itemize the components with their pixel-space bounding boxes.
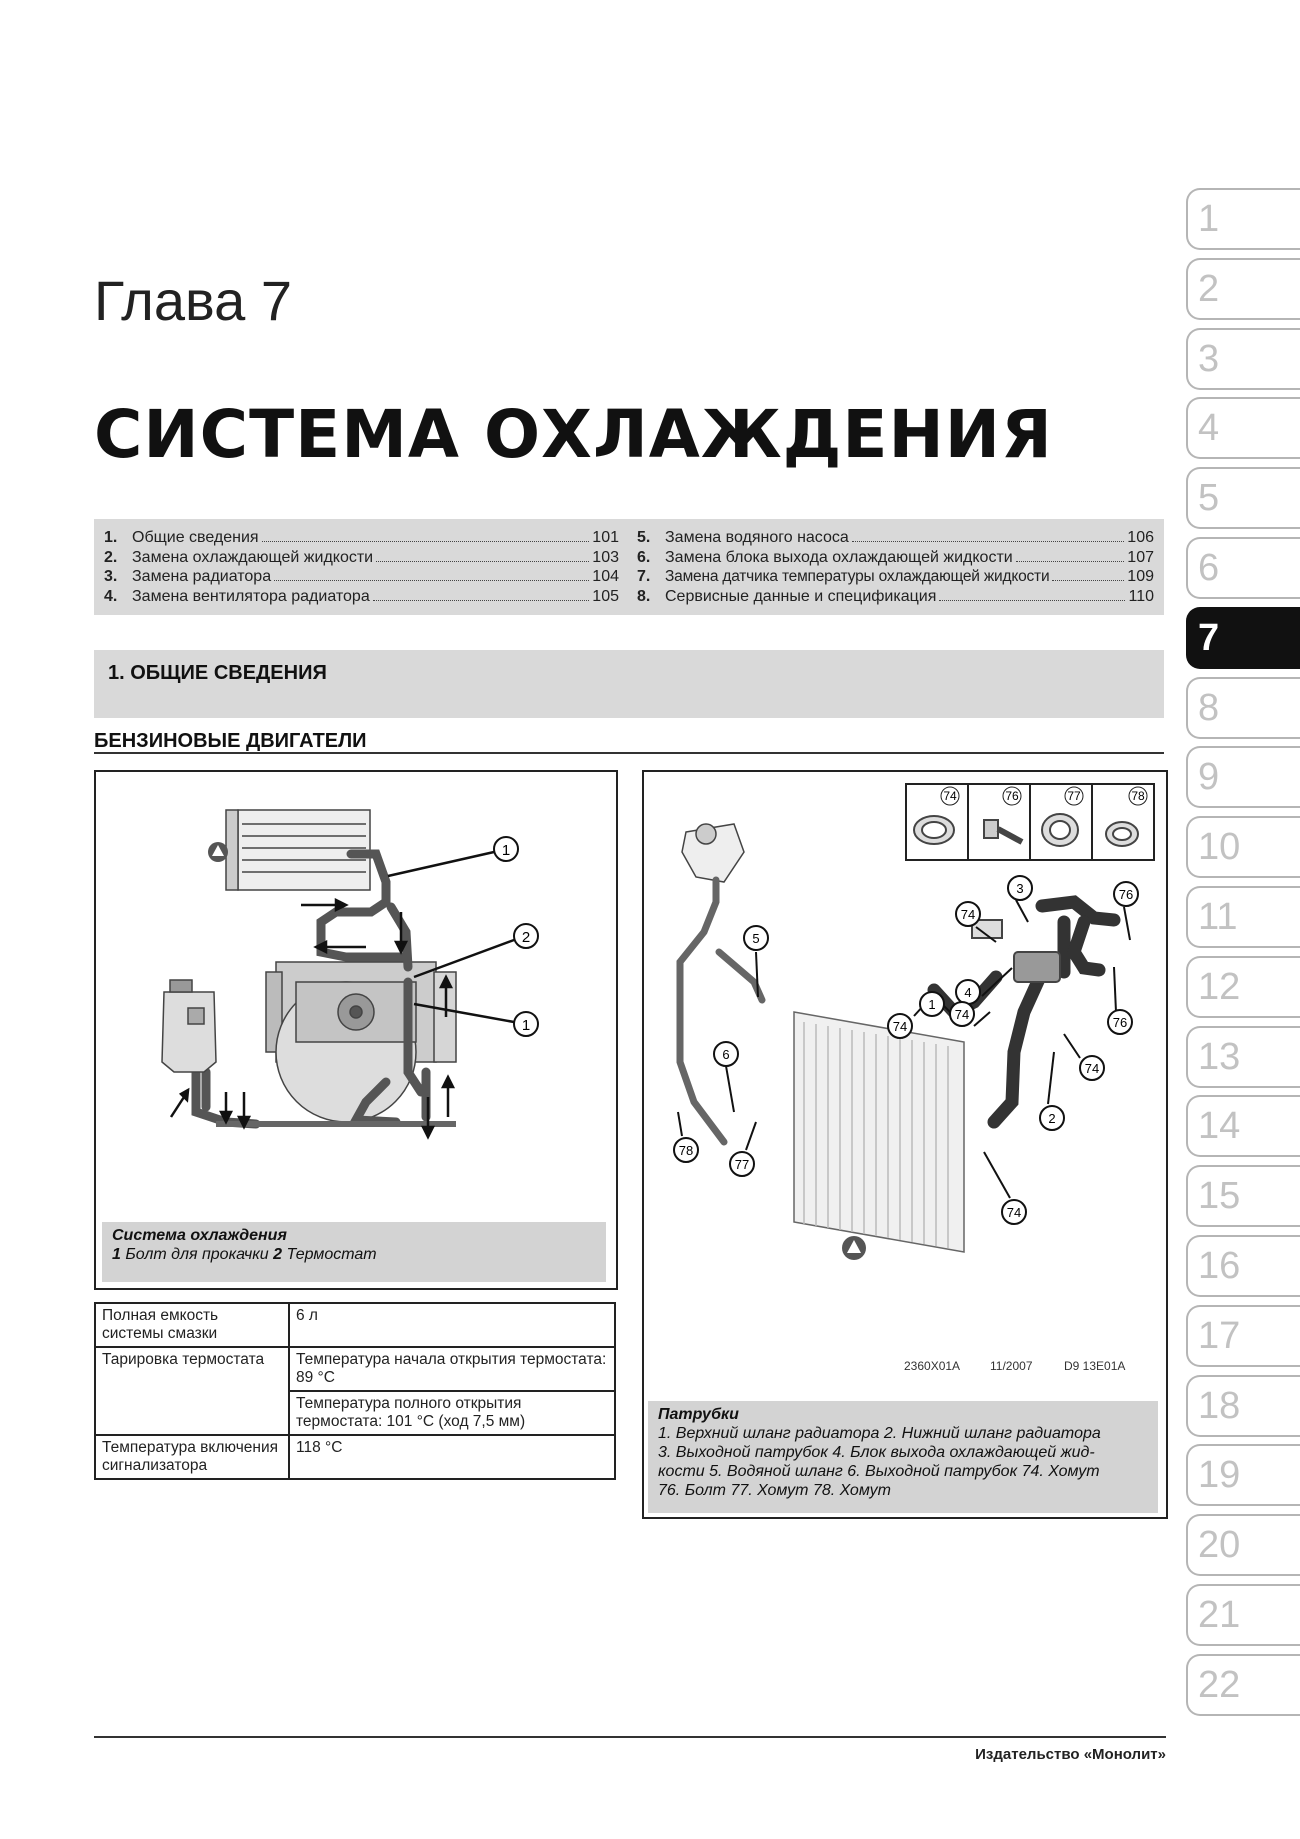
figure-hoses bbox=[642, 770, 1168, 1519]
tab-chapter-18[interactable] bbox=[1186, 1375, 1300, 1437]
spec-value: Температура начала открытия термостата: 89 °С bbox=[289, 1347, 615, 1391]
callout-2 bbox=[514, 924, 538, 948]
toc-leader bbox=[262, 541, 590, 542]
table-row bbox=[95, 1303, 615, 1347]
brand-logo-icon bbox=[208, 842, 228, 862]
tab-chapter-12[interactable] bbox=[1186, 956, 1300, 1018]
section-title: 1. ОБЩИЕ СВЕДЕНИЯ bbox=[108, 662, 327, 684]
callout-4 bbox=[956, 980, 980, 1004]
tab-chapter-1[interactable] bbox=[1186, 188, 1300, 250]
table-row bbox=[95, 1347, 615, 1391]
hose-drawing bbox=[680, 880, 762, 1142]
toc-item-title: Замена радиатора bbox=[132, 568, 272, 585]
svg-text:2360X01A: 2360X01A bbox=[904, 1359, 961, 1373]
callout-2 bbox=[1040, 1106, 1064, 1130]
caption-line: 1. Верхний шланг радиатора 2. Нижний шланг радиатора bbox=[658, 1425, 1101, 1442]
toc-item[interactable] bbox=[104, 529, 619, 549]
caption-text: 1 Болт для прокачки 2 Термостат bbox=[112, 1246, 377, 1263]
section-header bbox=[94, 650, 1164, 718]
caption-line: 3. Выходной патрубок 4. Блок выхода охлаждающей жид- bbox=[658, 1444, 1095, 1461]
spec-value: Температура полного открытия термостата: 101 °С (ход 7,5 мм) bbox=[289, 1391, 615, 1435]
spec-table bbox=[94, 1302, 616, 1480]
tab-chapter-15[interactable] bbox=[1186, 1165, 1300, 1227]
tab-label: 17 bbox=[1198, 1314, 1241, 1357]
spec-value: 6 л bbox=[289, 1303, 615, 1347]
toc-leader bbox=[274, 580, 589, 581]
tab-label: 20 bbox=[1198, 1524, 1241, 1567]
tab-label: 8 bbox=[1198, 686, 1220, 729]
svg-text:2: 2 bbox=[1048, 1111, 1056, 1126]
spec-value: 118 °С bbox=[289, 1435, 615, 1479]
subsection-rule bbox=[94, 752, 1164, 754]
callout-1 bbox=[494, 837, 518, 861]
caption-line: 76. Болт 77. Хомут 78. Хомут bbox=[658, 1482, 891, 1499]
toc-leader bbox=[1016, 561, 1125, 562]
tab-label: 3 bbox=[1198, 337, 1220, 380]
svg-text:1: 1 bbox=[928, 997, 936, 1012]
tab-label: 21 bbox=[1198, 1594, 1241, 1636]
tab-label: 4 bbox=[1198, 407, 1220, 450]
svg-text:77: 77 bbox=[734, 1157, 750, 1172]
tab-chapter-7[interactable] bbox=[1186, 607, 1300, 669]
tab-chapter-6[interactable] bbox=[1186, 537, 1300, 599]
toc-item-page: 104 bbox=[592, 568, 619, 585]
toc-item-title: Общие сведения bbox=[132, 529, 259, 546]
svg-text:74: 74 bbox=[954, 1007, 970, 1022]
toc-leader bbox=[376, 561, 589, 562]
toc-item-page: 105 bbox=[592, 587, 619, 605]
toc-item-title: Замена вентилятора радиатора bbox=[132, 587, 370, 605]
toc-item-title: Сервисные данные и спецификация bbox=[665, 587, 937, 605]
caption-line: кости 5. Водяной шланг 6. Выходной патрубок 74. Хомут bbox=[658, 1463, 1100, 1480]
svg-text:74: 74 bbox=[960, 907, 976, 922]
callout-5 bbox=[744, 926, 768, 950]
toc-item-page: 101 bbox=[592, 529, 619, 546]
subsection-title: БЕНЗИНОВЫЕ ДВИГАТЕЛИ bbox=[94, 730, 367, 752]
svg-text:1: 1 bbox=[521, 1017, 531, 1034]
coolant-outlet-block bbox=[972, 920, 1060, 982]
callout-76 bbox=[1108, 1010, 1132, 1034]
tab-label: 5 bbox=[1198, 477, 1220, 520]
tab-chapter-10[interactable] bbox=[1186, 816, 1300, 878]
brand-logo-icon bbox=[842, 1236, 866, 1260]
spec-name: Полная емкость системы смазки bbox=[95, 1303, 289, 1347]
svg-text:D9 13E01A: D9 13E01A bbox=[1064, 1359, 1126, 1373]
tab-chapter-13[interactable] bbox=[1186, 1026, 1300, 1088]
footer-rule bbox=[94, 1736, 1166, 1738]
radiator-drawing bbox=[226, 810, 370, 890]
tab-label: 2 bbox=[1198, 267, 1220, 310]
toc-item[interactable] bbox=[104, 588, 619, 608]
toc-item[interactable] bbox=[637, 529, 1154, 549]
svg-text:74: 74 bbox=[1084, 1061, 1100, 1076]
svg-text:77: 77 bbox=[1067, 789, 1081, 803]
expansion-tank-drawing bbox=[162, 980, 216, 1072]
clamp-icon bbox=[1042, 814, 1078, 846]
tab-label: 19 bbox=[1198, 1454, 1241, 1497]
toc-item[interactable] bbox=[104, 568, 619, 588]
callout-6 bbox=[714, 1042, 738, 1066]
svg-text:74: 74 bbox=[1006, 1205, 1022, 1220]
clamp-icon bbox=[914, 816, 954, 844]
toc-item-title: Замена датчика температуры охлаждающей жидкости bbox=[665, 568, 1050, 585]
toc-leader bbox=[939, 600, 1125, 601]
toc-item-number: 7. bbox=[637, 568, 651, 585]
svg-text:4: 4 bbox=[964, 985, 972, 1000]
table-row bbox=[95, 1435, 615, 1479]
toc-item-number: 5. bbox=[637, 529, 651, 546]
tab-chapter-8[interactable] bbox=[1186, 677, 1300, 739]
svg-text:1: 1 bbox=[501, 842, 511, 859]
hoses-drawing-detail bbox=[644, 772, 1166, 1397]
tab-chapter-16[interactable] bbox=[1186, 1235, 1300, 1297]
callout-77 bbox=[730, 1152, 754, 1176]
publisher-name: Издательство «Монолит» bbox=[975, 1746, 1166, 1763]
toc-item-page: 106 bbox=[1127, 529, 1154, 546]
toc-item-page: 109 bbox=[1127, 568, 1154, 585]
callout-74 bbox=[1002, 1200, 1026, 1224]
caption-title: Патрубки bbox=[658, 1406, 739, 1423]
toc-item-number: 2. bbox=[104, 548, 118, 566]
toc-item-number: 6. bbox=[637, 548, 651, 566]
radiator-drawing bbox=[794, 1012, 964, 1252]
toc-column-right bbox=[637, 529, 1154, 607]
toc-item-title: Замена блока выхода охлаждающей жидкости bbox=[665, 548, 1013, 566]
toc-item[interactable] bbox=[104, 549, 619, 569]
tab-label: 10 bbox=[1198, 826, 1241, 869]
toc-item-title: Замена водяного насоса bbox=[665, 529, 849, 546]
toc-item-title: Замена охлаждающей жидкости bbox=[132, 548, 374, 566]
expansion-tank-drawing bbox=[682, 824, 744, 882]
tab-chapter-21[interactable] bbox=[1186, 1584, 1300, 1646]
toc-column-left bbox=[104, 529, 619, 607]
svg-text:78: 78 bbox=[678, 1143, 694, 1158]
figure-caption bbox=[102, 1222, 606, 1282]
svg-text:5: 5 bbox=[752, 931, 760, 946]
svg-text:3: 3 bbox=[1016, 881, 1024, 896]
tab-chapter-3[interactable] bbox=[1186, 328, 1300, 390]
tab-chapter-2[interactable] bbox=[1186, 258, 1300, 320]
tab-chapter-5[interactable] bbox=[1186, 467, 1300, 529]
tab-label: 7 bbox=[1198, 616, 1220, 659]
tab-label: 11 bbox=[1198, 896, 1238, 938]
svg-text:76: 76 bbox=[1005, 789, 1019, 803]
svg-text:76: 76 bbox=[1112, 1015, 1128, 1030]
figure-caption bbox=[648, 1401, 1158, 1513]
svg-text:74: 74 bbox=[943, 789, 957, 803]
tab-chapter-9[interactable] bbox=[1186, 746, 1300, 808]
cooling-system-drawing bbox=[96, 772, 616, 1212]
svg-text:76: 76 bbox=[1118, 887, 1134, 902]
callout-74 bbox=[956, 902, 980, 926]
svg-text:11/2007: 11/2007 bbox=[990, 1359, 1033, 1373]
tab-label: 22 bbox=[1198, 1663, 1241, 1706]
toc-item-number: 8. bbox=[637, 587, 651, 605]
toc-leader bbox=[373, 600, 590, 601]
tab-chapter-20[interactable] bbox=[1186, 1514, 1300, 1576]
chapter-label: Глава 7 bbox=[94, 269, 292, 332]
tab-label: 13 bbox=[1198, 1035, 1241, 1078]
svg-text:74: 74 bbox=[892, 1019, 908, 1034]
caption-title: Система охлаждения bbox=[112, 1227, 287, 1244]
callout-1-bottom bbox=[514, 1012, 538, 1036]
figure-codes bbox=[904, 1359, 1125, 1373]
svg-text:6: 6 bbox=[722, 1047, 730, 1062]
tab-label: 12 bbox=[1198, 965, 1241, 1008]
toc-item-page: 110 bbox=[1128, 587, 1154, 605]
tab-label: 6 bbox=[1198, 547, 1220, 589]
svg-text:2: 2 bbox=[521, 929, 531, 946]
svg-text:78: 78 bbox=[1131, 789, 1145, 803]
toc-item-number: 3. bbox=[104, 568, 118, 585]
tab-chapter-14[interactable] bbox=[1186, 1095, 1300, 1157]
clamp-icon bbox=[1106, 822, 1138, 846]
figure-cooling-system bbox=[94, 770, 618, 1290]
callout-76 bbox=[1114, 882, 1138, 906]
callout-3 bbox=[1008, 876, 1032, 900]
callout-74 bbox=[950, 1002, 974, 1026]
tab-label: 9 bbox=[1198, 756, 1220, 799]
tab-chapter-19[interactable] bbox=[1186, 1444, 1300, 1506]
toc-leader bbox=[1052, 580, 1124, 581]
toc-item[interactable] bbox=[637, 588, 1154, 608]
tab-chapter-17[interactable] bbox=[1186, 1305, 1300, 1367]
spec-name: Температура включения сигнализатора bbox=[95, 1435, 289, 1479]
callout-74 bbox=[1080, 1056, 1104, 1080]
tab-chapter-4[interactable] bbox=[1186, 397, 1300, 459]
table-of-contents bbox=[94, 519, 1164, 615]
toc-item[interactable] bbox=[637, 568, 1154, 588]
tab-chapter-22[interactable] bbox=[1186, 1654, 1300, 1716]
toc-item-page: 107 bbox=[1127, 548, 1154, 566]
tab-chapter-11[interactable] bbox=[1186, 886, 1300, 948]
chapter-title: СИСТЕМА ОХЛАЖДЕНИЯ bbox=[94, 396, 1053, 473]
toc-item[interactable] bbox=[637, 549, 1154, 569]
tab-label: 15 bbox=[1198, 1175, 1241, 1218]
toc-leader bbox=[852, 541, 1125, 542]
callout-1 bbox=[920, 992, 944, 1016]
tab-label: 16 bbox=[1198, 1245, 1241, 1287]
tab-label: 1 bbox=[1198, 198, 1220, 240]
toc-item-page: 103 bbox=[592, 548, 619, 566]
toc-item-number: 4. bbox=[104, 587, 118, 605]
tab-label: 14 bbox=[1198, 1105, 1241, 1148]
callout-78 bbox=[674, 1138, 698, 1162]
spec-name: Тарировка термостата bbox=[95, 1347, 289, 1435]
toc-item-number: 1. bbox=[104, 529, 118, 546]
tab-label: 18 bbox=[1198, 1384, 1241, 1427]
callout-74 bbox=[888, 1014, 912, 1038]
